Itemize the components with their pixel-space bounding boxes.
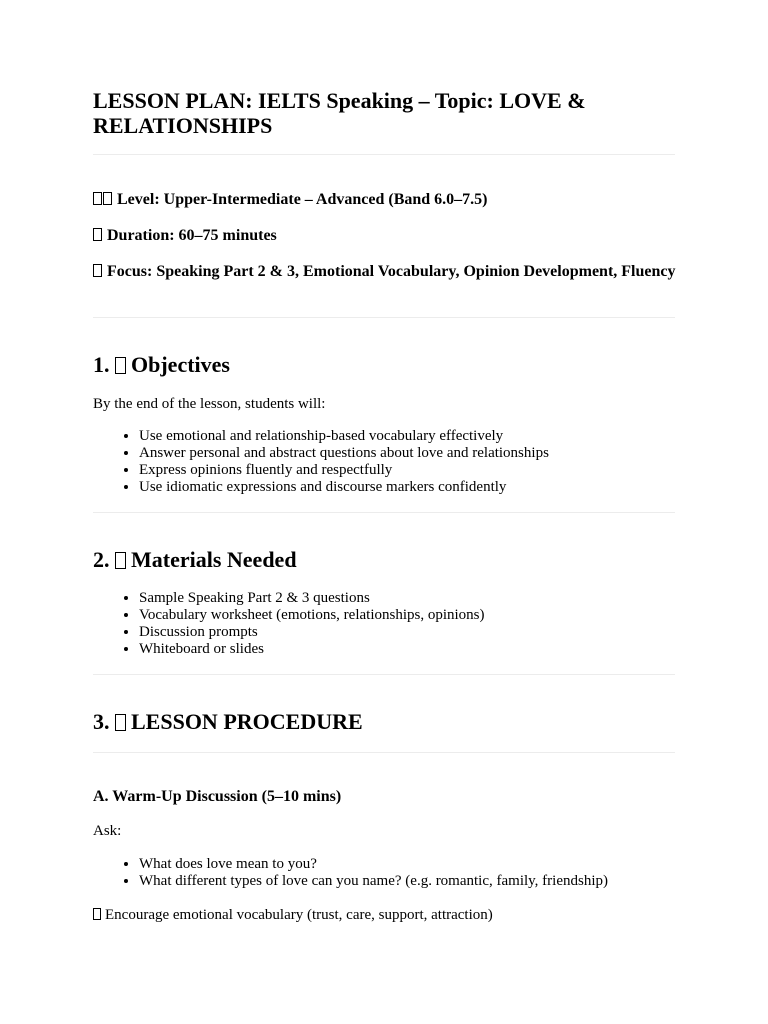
- objectives-list: [93, 428, 699, 496]
- duration-line: [93, 226, 683, 245]
- objectives-heading: [93, 352, 230, 378]
- list-item: • Use emotional and relationship-based vocabulary effectively: [139, 428, 699, 445]
- materials-list: [93, 590, 699, 658]
- list-item: • Sample Speaking Part 2 & 3 questions: [139, 590, 699, 607]
- divider: [93, 752, 675, 753]
- list-item: • Whiteboard or slides: [139, 641, 699, 658]
- section-number: 2.: [93, 547, 110, 572]
- warmup-heading: A. Warm-Up Discussion (5–10 mins): [93, 788, 342, 805]
- focus-line: [93, 262, 683, 281]
- list-item: • Vocabulary worksheet (emotions, relationships, opinions): [139, 607, 699, 624]
- divider: [93, 674, 675, 675]
- list-item: • Use idiomatic expressions and discourse markers confidently: [139, 479, 699, 496]
- divider: [93, 512, 675, 513]
- section-number: 3.: [93, 709, 110, 734]
- level-text: Level: Upper-Intermediate – Advanced (Band 6.0–7.5): [117, 191, 488, 208]
- missing-glyph-icon: [115, 709, 127, 734]
- focus-text: Focus: Speaking Part 2 & 3, Emotional Vocabulary, Opinion Development, Fluency: [107, 263, 676, 280]
- list-item: • What does love mean to you?: [139, 856, 699, 873]
- missing-glyph-icon: [93, 263, 103, 280]
- objectives-intro: By the end of the lesson, students will:: [93, 396, 326, 412]
- warmup-note-text: Encourage emotional vocabulary (trust, care, support, attraction): [105, 907, 493, 923]
- objectives-heading-text: Objectives: [131, 352, 230, 377]
- divider: [93, 154, 675, 155]
- list-item: • What different types of love can you name? (e.g. romantic, family, friendship): [139, 873, 699, 890]
- procedure-heading: [93, 709, 363, 735]
- materials-heading: [93, 547, 297, 573]
- warmup-note: [93, 906, 493, 924]
- materials-heading-text: Materials Needed: [131, 547, 297, 572]
- level-line: [93, 190, 683, 209]
- page-title: LESSON PLAN: IELTS Speaking – Topic: LOVE & RELATIONSHIPS: [93, 88, 586, 138]
- missing-glyph-icon: [93, 907, 102, 923]
- missing-glyph-icon: [115, 547, 127, 572]
- list-item: • Discussion prompts: [139, 624, 699, 641]
- section-number: 1.: [93, 352, 110, 377]
- missing-glyph-icon: [93, 227, 103, 244]
- list-item: • Answer personal and abstract questions about love and relationships: [139, 445, 699, 462]
- procedure-heading-text: LESSON PROCEDURE: [131, 709, 363, 734]
- duration-text: Duration: 60–75 minutes: [107, 227, 277, 244]
- warmup-ask: Ask:: [93, 823, 122, 839]
- missing-glyph-icon: [93, 191, 113, 208]
- missing-glyph-icon: [115, 352, 127, 377]
- warmup-list: [93, 856, 699, 890]
- list-item: • Express opinions fluently and respectfully: [139, 462, 699, 479]
- divider: [93, 317, 675, 318]
